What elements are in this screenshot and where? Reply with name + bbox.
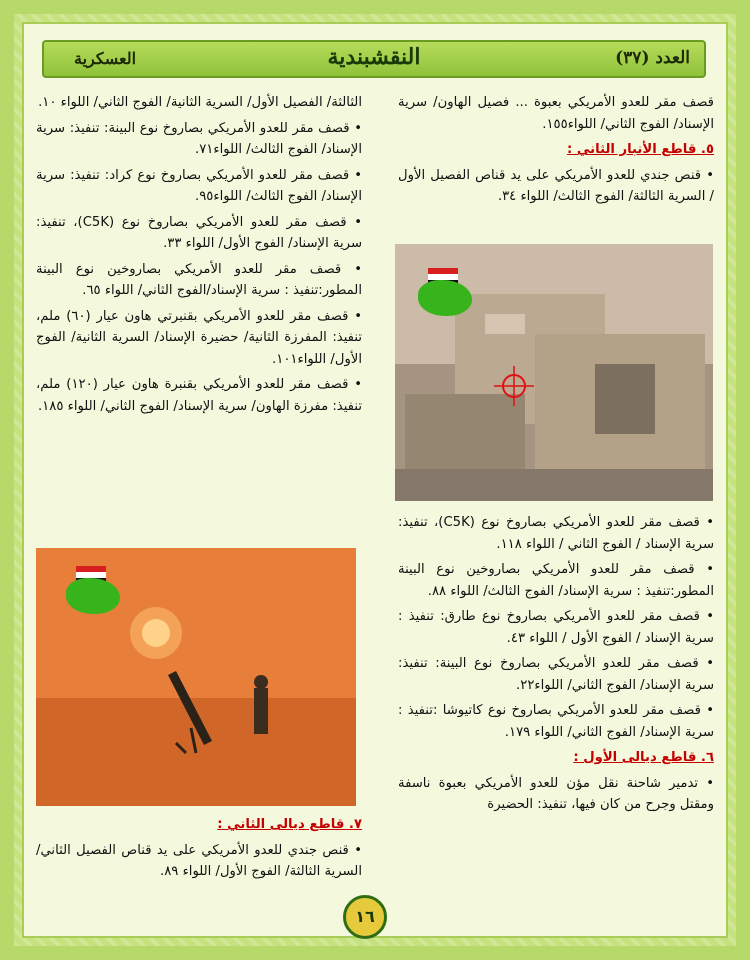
publication-title: النقشبندية [327,44,421,70]
paragraph: • قنص جندي للعدو الأمريكي على يد قناص الفصيل الثاني/ السرية الثالثة/ الفوج الأول/ اللواء ٨٩. [36,842,362,879]
crosshair-icon [494,366,534,406]
logo-badge [412,268,474,326]
page-number: ١٦ [343,895,387,939]
paragraph: • قصف مقر للعدو الأمريكي بصاروخ نوع (C5K)، تنفيذ: سرية الإسناد / الفوج الثاني / اللواء ١١٨. [398,515,715,552]
section-heading: ٥. قاطع الأنبار الثاني : [566,142,714,157]
paragraph: • قصف مقر للعدو الأمريكي بصاروخ نوع البينة: تنفيذ: سرية الإسناد/ الفوج الثاني/ اللواء٢٢. [398,656,714,693]
paragraph: الثالثة/ الفصيل الأول/ السرية الثانية/ الفوج الثاني/ اللواء ١٠. [38,95,362,110]
paragraph: • قصف مقر للعدو الأمريكي بقنبرتي هاون عيار (٦٠) ملم، تنفيذ: المفرزة الثانية/ حضيرة الإسناد/ السرية الثانية/ الفوج الأول/ اللواء١٠١. [36,308,362,367]
right-column-top [398,92,714,212]
map-emblem-icon [418,280,472,316]
left-column-bottom [36,812,362,887]
paragraph: • قصف مقر للعدو الأمريكي بصاروخ نوع كراد: تنفيذ: سرية الإسناد/ الفوج الثالث/ اللواء٩٥. [36,167,362,204]
section-name: العسكرية [74,49,137,68]
map-emblem-icon [66,578,120,614]
left-column-top [36,92,362,421]
page-header [42,40,706,78]
issue-number: العدد (٣٧) [615,48,690,68]
right-column-bottom [398,512,714,820]
paragraph: • تدمير شاحنة نقل مؤن للعدو الأمريكي بعبوة ناسفة ومقتل وجرح من كان فيها، تنفيذ: الحضيرة [398,775,714,812]
section-heading: ٧. قاطع ديالى الثاني : [217,817,362,832]
paragraph: • قنص جندي للعدو الأمريكي على يد قناص الفصيل الأول / السرية الثالثة/ الفوج الثالث/ اللواء ٣٤. [398,167,714,204]
paragraph: • قصف مقر للعدو الأمريكي بصاروخ نوع طارق: تنفيذ : سرية الإسناد / الفوج الأول / اللواء ٤٣. [398,609,714,646]
paragraph: • قصف مقر للعدو الأمريكي بصاروخ نوع كاتيوشا :تنفيذ : سرية الإسناد/ الفوج الثاني/ اللواء ١٧٩. [398,703,714,740]
paragraph: • قصف مقر للعدو الأمريكي بصاروخ نوع البينة: تنفيذ: سرية الإسناد/ الفوج الثالث/ اللواء٧١. [36,120,362,157]
paragraph: • قصف مقر للعدو الأمريكي بصاروخ نوع (C5K)، تنفيذ: سرية الإسناد/ الفوج الأول/ اللواء ٣٣. [36,214,363,251]
paragraph: قصف مقر للعدو الأمريكي بعبوة ... فصيل الهاون/ سرية الإسناد/ الفوج الثاني/ اللواء١٥٥. [398,95,714,132]
paragraph: • قصف مقر للعدو الأمريكي بصاروخين نوع البينة المطور:تنفيذ : سرية الإسناد/ الفوج الثالث/ اللواء ٨٨. [398,562,714,599]
paragraph: • قصف مقر للعدو الأمريكي بصاروخين نوع البينة المطور:تنفيذ : سرية الإسناد/الفوج الثاني/ اللواء ٦٥. [36,261,362,298]
paragraph: • قصف مقر للعدو الأمريكي بقنبرة هاون عيار (١٢٠) ملم، تنفيذ: مفرزة الهاون/ سرية الإسناد/ الفوج الثاني/ اللواء ١٨٥. [36,377,362,414]
logo-badge [60,566,122,624]
section-heading: ٦. قاطع ديالى الأول : [573,750,714,765]
